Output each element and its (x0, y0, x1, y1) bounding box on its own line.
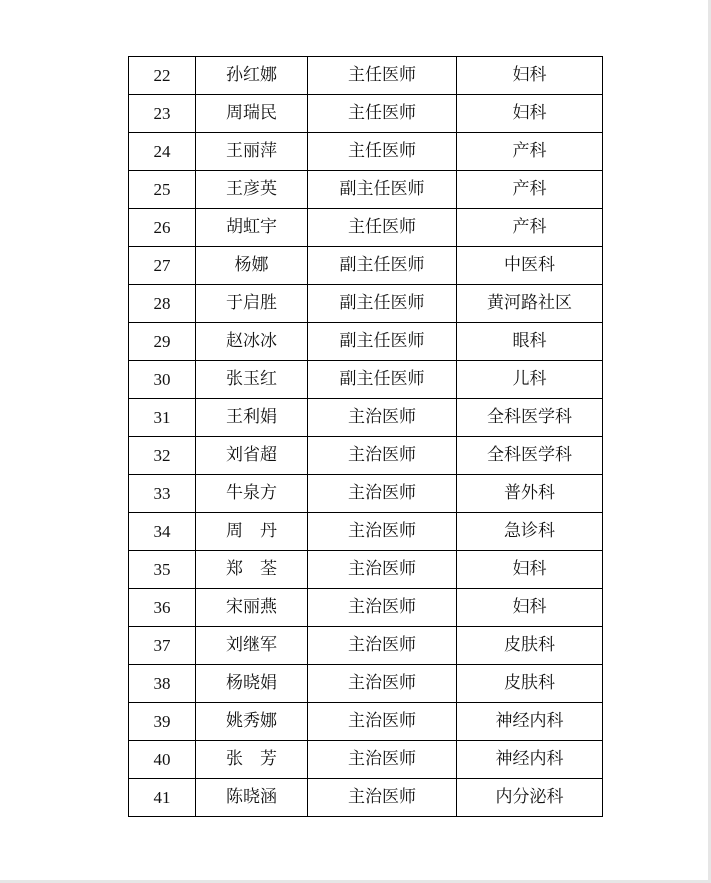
title-cell: 主治医师 (308, 741, 457, 779)
title-cell: 主任医师 (308, 209, 457, 247)
name-cell: 宋丽燕 (196, 589, 308, 627)
table-row (129, 209, 603, 247)
title-cell: 主治医师 (308, 589, 457, 627)
table-row (129, 703, 603, 741)
table-row (129, 475, 603, 513)
department-cell: 皮肤科 (457, 627, 603, 665)
department-cell: 急诊科 (457, 513, 603, 551)
title-cell: 主治医师 (308, 551, 457, 589)
name-cell: 陈晓涵 (196, 779, 308, 817)
row-number-cell: 24 (129, 133, 196, 171)
table-row (129, 133, 603, 171)
department-cell: 儿科 (457, 361, 603, 399)
row-number-cell: 41 (129, 779, 196, 817)
department-cell: 黄河路社区 (457, 285, 603, 323)
department-cell: 产科 (457, 133, 603, 171)
title-cell: 主治医师 (308, 399, 457, 437)
table-row (129, 627, 603, 665)
title-cell: 主治医师 (308, 779, 457, 817)
table-row (129, 779, 603, 817)
row-number-cell: 34 (129, 513, 196, 551)
title-cell: 主治医师 (308, 703, 457, 741)
department-cell: 眼科 (457, 323, 603, 361)
table-row (129, 95, 603, 133)
title-cell: 主治医师 (308, 665, 457, 703)
name-cell: 郑 荃 (196, 551, 308, 589)
name-cell: 周瑞民 (196, 95, 308, 133)
table-row (129, 57, 603, 95)
department-cell: 中医科 (457, 247, 603, 285)
name-cell: 姚秀娜 (196, 703, 308, 741)
row-number-cell: 31 (129, 399, 196, 437)
table-row (129, 399, 603, 437)
row-number-cell: 28 (129, 285, 196, 323)
department-cell: 妇科 (457, 95, 603, 133)
department-cell: 神经内科 (457, 741, 603, 779)
staff-table (128, 56, 603, 817)
title-cell: 副主任医师 (308, 285, 457, 323)
row-number-cell: 29 (129, 323, 196, 361)
table-row (129, 741, 603, 779)
name-cell: 孙红娜 (196, 57, 308, 95)
name-cell: 赵冰冰 (196, 323, 308, 361)
name-cell: 刘继军 (196, 627, 308, 665)
staff-table-body (129, 57, 603, 817)
table-row (129, 361, 603, 399)
row-number-cell: 40 (129, 741, 196, 779)
name-cell: 胡虹宇 (196, 209, 308, 247)
table-row (129, 589, 603, 627)
department-cell: 全科医学科 (457, 399, 603, 437)
table-row (129, 171, 603, 209)
row-number-cell: 37 (129, 627, 196, 665)
name-cell: 杨娜 (196, 247, 308, 285)
name-cell: 王彦英 (196, 171, 308, 209)
row-number-cell: 36 (129, 589, 196, 627)
title-cell: 主治医师 (308, 437, 457, 475)
department-cell: 内分泌科 (457, 779, 603, 817)
title-cell: 主治医师 (308, 475, 457, 513)
table-row (129, 513, 603, 551)
table-row (129, 323, 603, 361)
department-cell: 妇科 (457, 589, 603, 627)
title-cell: 主治医师 (308, 513, 457, 551)
name-cell: 张玉红 (196, 361, 308, 399)
row-number-cell: 32 (129, 437, 196, 475)
row-number-cell: 26 (129, 209, 196, 247)
department-cell: 普外科 (457, 475, 603, 513)
row-number-cell: 27 (129, 247, 196, 285)
table-row (129, 437, 603, 475)
row-number-cell: 22 (129, 57, 196, 95)
name-cell: 张 芳 (196, 741, 308, 779)
name-cell: 刘省超 (196, 437, 308, 475)
department-cell: 妇科 (457, 57, 603, 95)
title-cell: 主任医师 (308, 133, 457, 171)
title-cell: 副主任医师 (308, 361, 457, 399)
title-cell: 主任医师 (308, 95, 457, 133)
table-row (129, 285, 603, 323)
department-cell: 妇科 (457, 551, 603, 589)
row-number-cell: 38 (129, 665, 196, 703)
table-row (129, 665, 603, 703)
title-cell: 主治医师 (308, 627, 457, 665)
name-cell: 牛泉方 (196, 475, 308, 513)
table-row (129, 247, 603, 285)
name-cell: 杨晓娟 (196, 665, 308, 703)
row-number-cell: 35 (129, 551, 196, 589)
name-cell: 于启胜 (196, 285, 308, 323)
row-number-cell: 23 (129, 95, 196, 133)
table-row (129, 551, 603, 589)
row-number-cell: 39 (129, 703, 196, 741)
title-cell: 副主任医师 (308, 323, 457, 361)
title-cell: 副主任医师 (308, 171, 457, 209)
name-cell: 周 丹 (196, 513, 308, 551)
department-cell: 产科 (457, 171, 603, 209)
name-cell: 王丽萍 (196, 133, 308, 171)
department-cell: 皮肤科 (457, 665, 603, 703)
row-number-cell: 33 (129, 475, 196, 513)
title-cell: 主任医师 (308, 57, 457, 95)
department-cell: 全科医学科 (457, 437, 603, 475)
name-cell: 王利娟 (196, 399, 308, 437)
department-cell: 产科 (457, 209, 603, 247)
row-number-cell: 30 (129, 361, 196, 399)
row-number-cell: 25 (129, 171, 196, 209)
department-cell: 神经内科 (457, 703, 603, 741)
title-cell: 副主任医师 (308, 247, 457, 285)
